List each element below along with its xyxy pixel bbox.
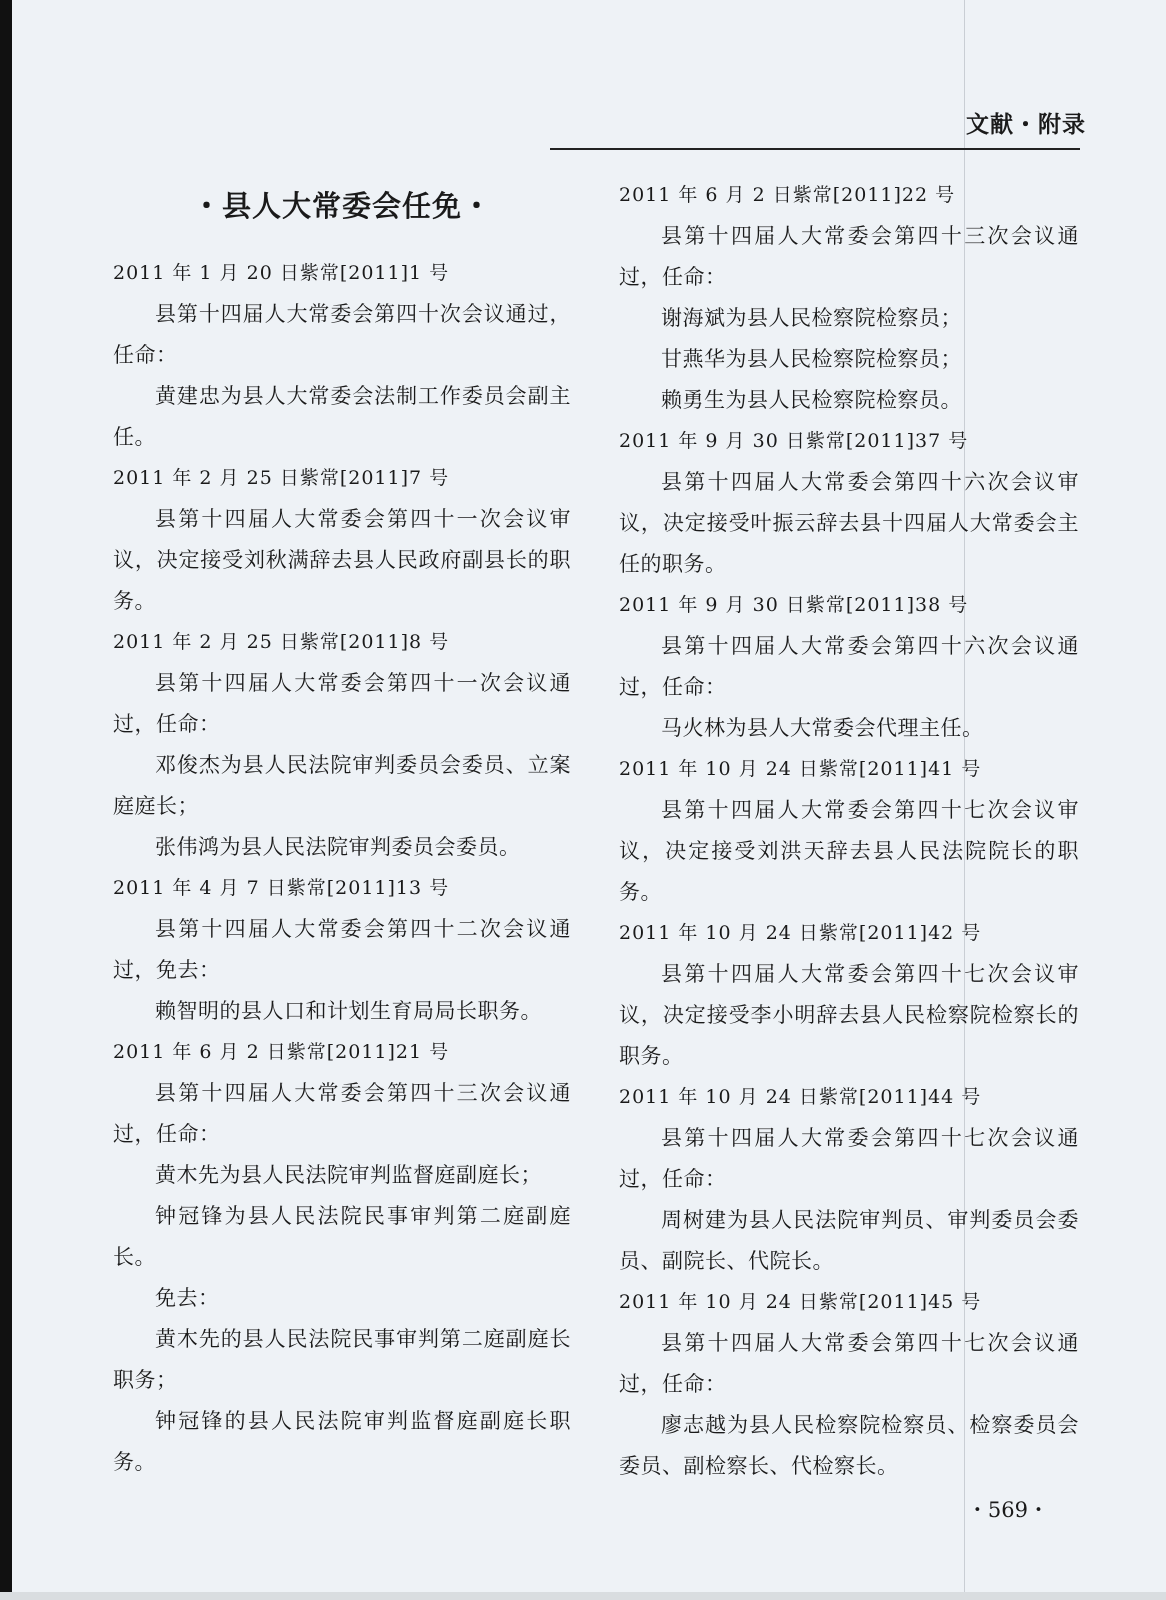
document-number: 2011 年 4 月 7 日紫常[2011]13 号 [113,877,450,899]
paragraph: 县第十四届人大常委会第四十三次会议通过，任命： [113,1081,571,1146]
document-number: 2011 年 9 月 30 日紫常[2011]38 号 [619,594,969,616]
document-number: 2011 年 2 月 25 日紫常[2011]8 号 [113,631,450,653]
document-number: 2011 年 6 月 2 日紫常[2011]21 号 [113,1041,450,1063]
left-column-body [113,253,571,1483]
paragraph: 张伟鸿为县人民法院审判委员会委员。 [155,835,521,859]
paragraph: 县第十四届人大常委会第四十六次会议通过，任命： [619,634,1079,699]
page-number: ・569・ [966,1498,1049,1522]
document-number: 2011 年 10 月 24 日紫常[2011]41 号 [619,758,982,780]
paragraph: 廖志越为县人民检察院检察员、检察委员会委员、副检察长、代检察长。 [619,1413,1079,1478]
paragraph: 县第十四届人大常委会第四十一次会议审议，决定接受刘秋满辞去县人民政府副县长的职务。 [113,507,571,613]
paragraph: 钟冠锋为县人民法院民事审判第二庭副庭长。 [113,1204,571,1269]
scan-bottom-edge [0,1592,1166,1600]
paragraph: 赖智明的县人口和计划生育局局长职务。 [155,999,542,1023]
paragraph: 钟冠锋的县人民法院审判监督庭副庭长职务。 [113,1409,571,1474]
document-number: 2011 年 10 月 24 日紫常[2011]42 号 [619,922,982,944]
paragraph: 马火林为县人大常委会代理主任。 [661,716,984,740]
paragraph: 县第十四届人大常委会第四十七次会议审议，决定接受李小明辞去县人民检察院检察长的职务。 [619,962,1079,1068]
paragraph: 县第十四届人大常委会第四十七次会议审议，决定接受刘洪天辞去县人民法院院长的职务。 [619,798,1079,904]
paragraph: 甘燕华为县人民检察院检察员； [661,347,962,371]
paragraph: 免去： [155,1286,220,1310]
paragraph: 县第十四届人大常委会第四十一次会议通过，任命： [113,671,571,736]
paragraph: 谢海斌为县人民检察院检察员； [661,306,962,330]
paragraph: 县第十四届人大常委会第四十三次会议通过，任命： [619,224,1079,289]
document-number: 2011 年 10 月 24 日紫常[2011]44 号 [619,1086,982,1108]
header-rule [550,148,1080,150]
paragraph: 县第十四届人大常委会第四十二次会议通过，免去： [113,917,571,982]
right-column [619,175,1079,1487]
paragraph: 邓俊杰为县人民法院审判委员会委员、立案庭庭长； [113,753,571,818]
paragraph: 县第十四届人大常委会第四十七次会议通过，任命： [619,1126,1079,1191]
paragraph: 黄木先的县人民法院民事审判第二庭副庭长职务； [113,1327,571,1392]
paragraph: 县第十四届人大常委会第四十六次会议审议，决定接受叶振云辞去县十四届人大常委会主任的职务。 [619,470,1079,576]
document-number: 2011 年 2 月 25 日紫常[2011]7 号 [113,467,450,489]
paragraph: 黄建忠为县人大常委会法制工作委员会副主任。 [113,384,571,449]
document-number: 2011 年 1 月 20 日紫常[2011]1 号 [113,262,450,284]
scan-left-edge [0,0,12,1600]
running-header: 文献・附录 [966,112,1086,138]
paragraph: 黄木先为县人民法院审判监督庭副庭长； [155,1163,542,1187]
left-column [113,175,571,1483]
document-number: 2011 年 6 月 2 日紫常[2011]22 号 [619,184,956,206]
paragraph: 县第十四届人大常委会第四十七次会议通过，任命： [619,1331,1079,1396]
paragraph: 县第十四届人大常委会第四十次会议通过，任命： [113,302,571,367]
document-number: 2011 年 9 月 30 日紫常[2011]37 号 [619,430,969,452]
paragraph: 周树建为县人民法院审判员、审判委员会委员、副院长、代院长。 [619,1208,1079,1273]
section-title: ・县人大常委会任免・ [191,189,492,223]
document-number: 2011 年 10 月 24 日紫常[2011]45 号 [619,1291,982,1313]
paragraph: 赖勇生为县人民检察院检察员。 [661,388,962,412]
